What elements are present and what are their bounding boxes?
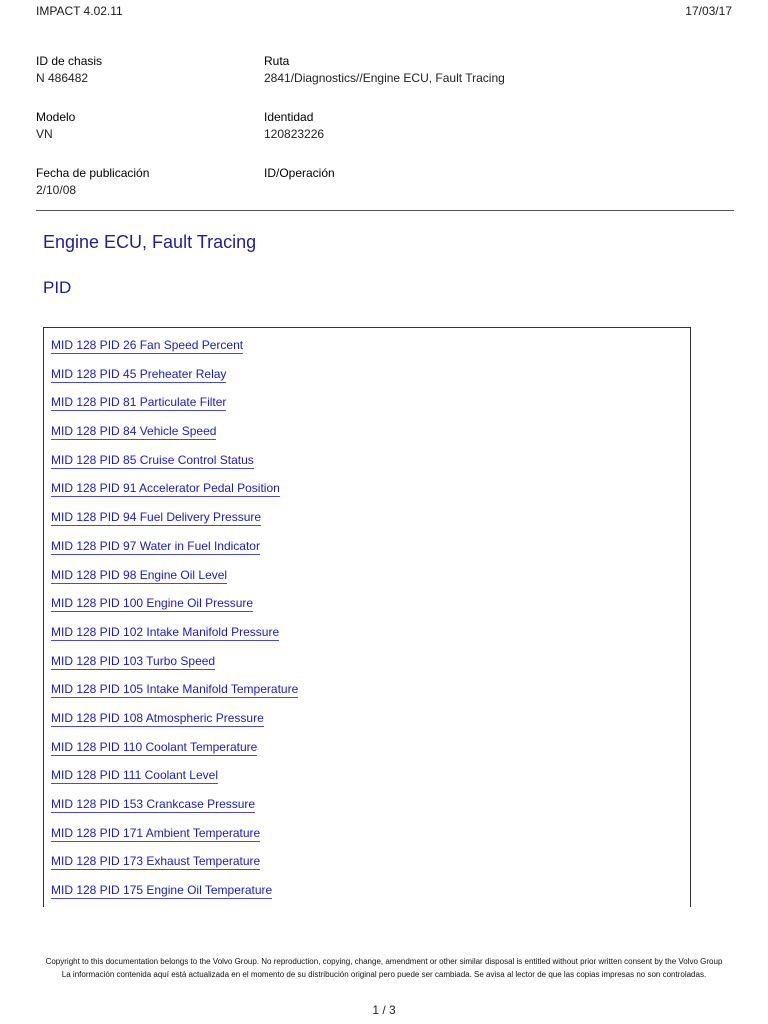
list-item (51, 624, 298, 653)
pid-link-85[interactable]: MID 128 PID 85 Cruise Control Status (51, 452, 254, 467)
pid-link-97[interactable]: MID 128 PID 97 Water in Fuel Indicator (51, 538, 260, 553)
copyright-notice: Copyright to this documentation belongs to the Volvo Group. No reproduction, copying, change, amendment or other similar disposal is entitled without prior written consent by the Volvo Group (45, 957, 723, 966)
list-item (51, 796, 298, 825)
pid-link-111[interactable]: MID 128 PID 111 Coolant Level (51, 768, 218, 783)
pid-link-103[interactable]: MID 128 PID 103 Turbo Speed (51, 653, 216, 668)
pid-link-153[interactable]: MID 128 PID 153 Crankcase Pressure (51, 797, 256, 811)
list-item (51, 509, 298, 538)
pid-link-45[interactable]: MID 128 PID 45 Preheater Relay (51, 366, 227, 381)
list-item (51, 595, 298, 624)
pid-link-175[interactable]: MID 128 PID 175 Engine Oil Temperature (51, 883, 273, 898)
list-item (51, 681, 298, 710)
list-item (51, 710, 298, 739)
publication-date-field (36, 166, 149, 197)
chassis-value: N 486482 (36, 71, 89, 85)
list-item (51, 882, 298, 911)
pid-link-94[interactable]: MID 128 PID 94 Fuel Delivery Pressure (51, 510, 262, 525)
page-footer (30, 955, 738, 981)
list-item (51, 853, 298, 882)
list-item (51, 538, 298, 567)
publication-date-label: Fecha de publicación (36, 166, 150, 180)
section-title: PID (43, 278, 72, 297)
pid-link-84[interactable]: MID 128 PID 84 Vehicle Speed (51, 424, 217, 439)
identity-field (264, 110, 324, 141)
pid-link-108[interactable]: MID 128 PID 108 Atmospheric Pressure (51, 710, 264, 725)
document-title: Engine ECU, Fault Tracing (43, 232, 257, 252)
chassis-label: ID de chasis (36, 54, 103, 68)
pid-link-173[interactable]: MID 128 PID 173 Exhaust Temperature (51, 854, 261, 869)
list-item (51, 739, 298, 768)
list-item (51, 366, 298, 395)
identity-label: Identidad (264, 110, 314, 124)
list-item (51, 423, 298, 452)
print-date: 17/03/17 (685, 4, 732, 18)
header-divider (36, 210, 734, 211)
pid-link-98[interactable]: MID 128 PID 98 Engine Oil Level (51, 567, 228, 582)
pid-link-100[interactable]: MID 128 PID 100 Engine Oil Pressure (51, 596, 254, 611)
list-item (51, 480, 298, 509)
route-label: Ruta (264, 54, 290, 68)
list-item (51, 337, 298, 366)
operation-label: ID/Operación (264, 166, 335, 180)
chassis-field (36, 54, 102, 85)
app-name: IMPACT 4.02.11 (36, 4, 123, 18)
list-item (51, 825, 298, 854)
list-item (51, 394, 298, 423)
publication-date-value: 2/10/08 (36, 183, 77, 197)
model-value: VN (36, 127, 53, 141)
print-header (36, 4, 732, 20)
model-field (36, 110, 75, 141)
list-item (51, 767, 298, 796)
list-item (51, 653, 298, 682)
route-field (264, 54, 505, 85)
list-item (51, 452, 298, 481)
pid-link-171[interactable]: MID 128 PID 171 Ambient Temperature (51, 825, 261, 840)
pid-link-81[interactable]: MID 128 PID 81 Particulate Filter (51, 395, 227, 410)
pid-link-102[interactable]: MID 128 PID 102 Intake Manifold Pressure (51, 624, 280, 639)
list-item (51, 567, 298, 596)
operation-field (264, 166, 335, 183)
pid-link-26[interactable]: MID 128 PID 26 Fan Speed Percent (51, 338, 244, 352)
pid-link-105[interactable]: MID 128 PID 105 Intake Manifold Temperature (51, 682, 299, 697)
distribution-notice: La información contenida aquí está actualizada en el momento de su distribución original pero puede ser cambiada. Se avisa al lector de que las copias impresas no son controladas. (61, 970, 707, 979)
pid-link-list-box (43, 327, 691, 907)
pid-link-110[interactable]: MID 128 PID 110 Coolant Temperature (51, 739, 258, 754)
model-label: Modelo (36, 110, 76, 124)
identity-value: 120823226 (264, 127, 325, 141)
pid-link-91[interactable]: MID 128 PID 91 Accelerator Pedal Position (51, 481, 280, 496)
page-number: 1 / 3 (372, 1003, 396, 1017)
route-value: 2841/Diagnostics//Engine ECU, Fault Tracing (264, 71, 505, 85)
pid-link-list (51, 337, 298, 911)
